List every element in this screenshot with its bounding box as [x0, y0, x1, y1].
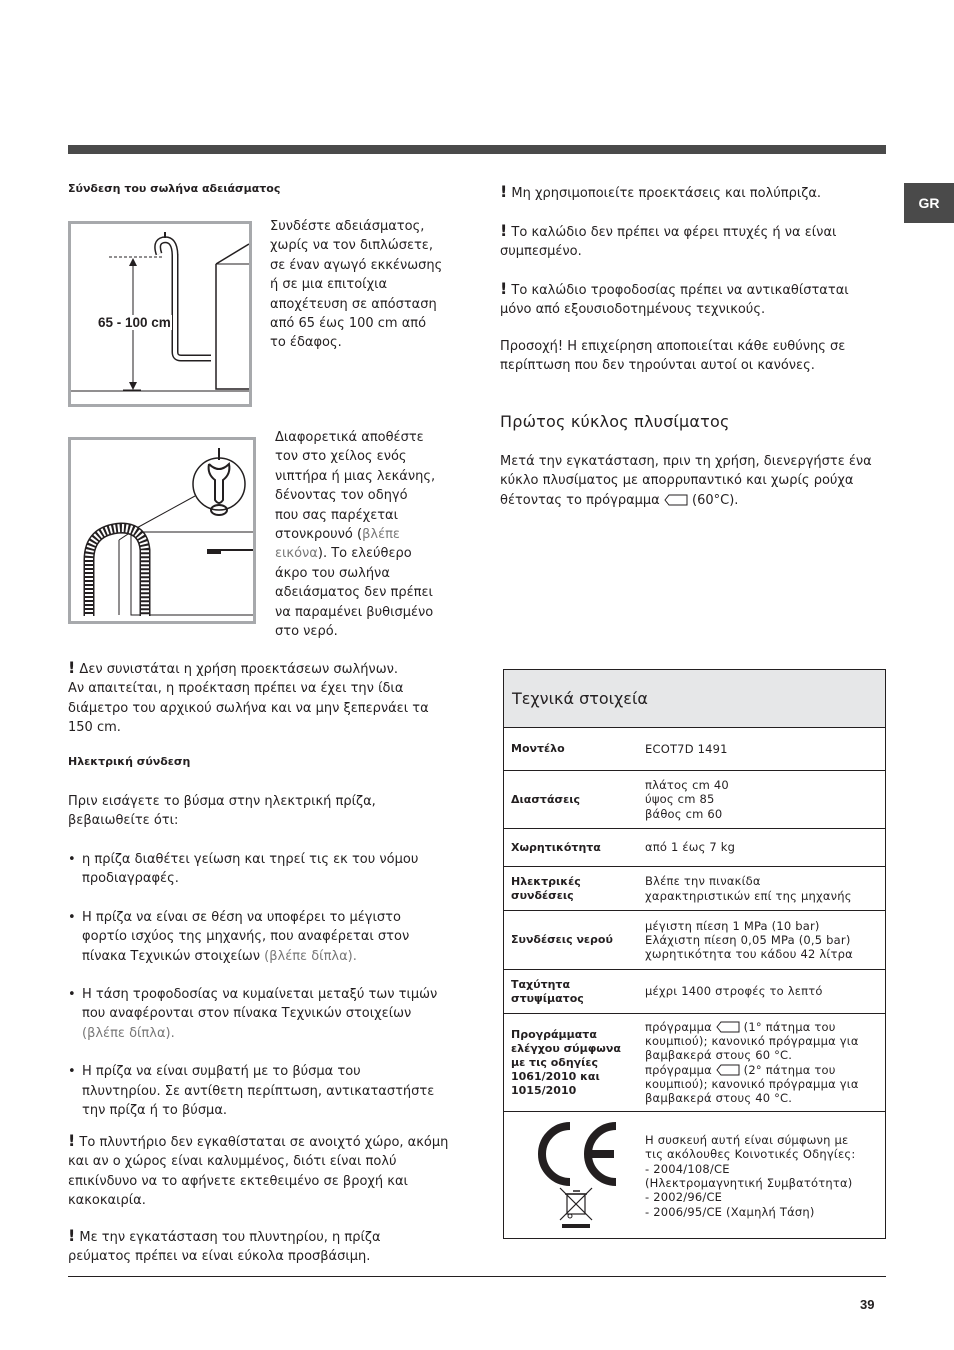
value-line: Η συσκευή αυτή είναι σύμφωνη με	[645, 1133, 849, 1148]
text-line: τον στο χείλος ενός	[275, 449, 407, 465]
row-value	[645, 1112, 885, 1240]
value-line: (Ηλεκτρομαγνητική Συμβατότητα)	[645, 1176, 853, 1190]
value-line: μέγιστη πίεση 1 MPa (10 bar)	[645, 918, 820, 933]
value-line: βαμβακερά στους 40 °C.	[645, 1091, 793, 1106]
label-line: ελέγχου σύμφωνα	[511, 1041, 621, 1055]
table-title-text: Τεχνικά στοιχεία	[512, 689, 648, 708]
text-line: ρεύματος πρέπει να είναι εύκολα προσβάσιμη.	[68, 1249, 371, 1265]
row-label	[504, 867, 645, 910]
text-fragment: Το καλώδιο τροφοδοσίας πρέπει να αντικαθίσταται	[507, 283, 849, 298]
text-line: περίπτωση που δεν τηρούνται αυτοί οι κανόνες.	[500, 358, 815, 374]
drain-heading: Σύνδεση του σωλήνα αδειάσματος	[68, 182, 281, 195]
row-label	[504, 970, 645, 1013]
see-reference: (βλέπε δίπλα).	[82, 1025, 175, 1041]
text-line: άκρο του σωλήνα	[275, 565, 390, 581]
weee-bin-icon	[560, 1188, 592, 1228]
table-row	[504, 867, 885, 911]
text-line: δένοντας τον οδηγό	[275, 488, 408, 504]
text-line: νιπτήρα ή μιας λεκάνης,	[275, 468, 436, 484]
value-line: πλάτος cm 40	[645, 778, 729, 793]
electric-checklist	[68, 850, 468, 1139]
table-row	[504, 911, 885, 970]
text-line: το έδαφος.	[270, 335, 342, 351]
text-line	[68, 658, 468, 679]
electric-heading: Ηλεκτρική σύνδεση	[68, 755, 191, 768]
text-line: • η πρίζα διαθέτει γείωση και τηρεί τις εκ του νόμου	[82, 852, 419, 867]
text-fragment: στονκρουνό (	[275, 527, 363, 543]
text-line: σε έναν αγωγό εκκένωσης	[270, 257, 443, 273]
text-fragment: Το καλώδιο δεν πρέπει να φέρει πτυχές ή να είναι	[507, 225, 837, 240]
warning-mark: !	[500, 182, 508, 201]
text-line: • Η πρίζα να είναι σε θέση να υποφέρει το μέγιστο	[82, 909, 401, 925]
row-value	[645, 771, 885, 828]
table-row	[504, 1112, 885, 1240]
text-line	[275, 544, 475, 563]
text-fragment: Μη χρησιμοποιείτε προεκτάσεις και πολύπριζα.	[507, 186, 822, 201]
drain-text-2	[275, 428, 475, 641]
text-line	[275, 525, 475, 544]
text-line: που αναφέρονται στον πίνακα Τεχνικών στοιχείων	[82, 1006, 412, 1022]
list-item	[68, 908, 468, 966]
see-reference: βλέπε	[362, 527, 400, 543]
text-fragment: Το πλυντήριο δεν εγκαθίσταται σε ανοιχτό χώρο, ακόμη	[75, 1135, 449, 1150]
text-fragment: Με την εγκατάσταση του πλυντηρίου, η πρίζα	[75, 1230, 381, 1245]
text-line: μόνο από εξουσιοδοτημένους τεχνικούς.	[500, 302, 766, 318]
row-value	[645, 911, 885, 969]
warning-mark: !	[68, 1226, 76, 1245]
value-line: τις ακόλουθες Κοινοτικές Οδηγίες:	[645, 1147, 856, 1162]
value-line: κουμπιού); κανονικό πρόγραμμα για	[645, 1076, 859, 1091]
warning-mark: !	[68, 658, 76, 677]
text-line: από 65 έως 100 cm από	[270, 316, 427, 332]
value-line: ύψος cm 85	[645, 792, 715, 807]
text-line	[500, 337, 890, 356]
top-rule	[68, 145, 886, 154]
label-line: Προγράμματα	[511, 1027, 597, 1041]
drain-height-figure	[68, 221, 252, 407]
cotton-program-icon	[716, 1021, 740, 1033]
certification-marks	[504, 1112, 645, 1240]
warning-mark: !	[500, 279, 508, 298]
label-line: 1061/2010 και	[511, 1069, 600, 1083]
label-line: Ηλεκτρικές	[511, 874, 581, 888]
text-line	[500, 221, 890, 242]
see-reference: (βλέπε δίπλα).	[264, 948, 357, 964]
warning-mark: !	[500, 221, 508, 240]
text-line: να παραμένει βυθισμένο	[275, 604, 434, 620]
text-line: φορτίο ισχύος της μηχανής, που αναφέρεται στον	[82, 929, 410, 945]
list-item	[68, 985, 468, 1043]
text-line: που σας παρέχεται	[275, 507, 399, 523]
row-value	[645, 829, 885, 866]
footer-rule	[68, 1276, 886, 1277]
value-line: Βλέπε την πινακίδα	[645, 874, 761, 889]
text-line: 150 cm.	[68, 720, 121, 736]
table-row	[504, 829, 885, 867]
model-value: ECOT7D 1491	[645, 741, 728, 756]
technical-data-table	[503, 669, 886, 1239]
text-line: κύκλο πλυσίματος με απορρυπαντικό και χωρίς ρούχα	[500, 473, 854, 489]
value-line: Ελάχιστη πίεση 0,05 MPa (0,5 bar)	[645, 932, 851, 947]
list-item	[68, 850, 468, 889]
text-line	[500, 279, 890, 300]
drain-sink-figure	[68, 437, 256, 624]
label-line: 1015/2010	[511, 1083, 577, 1097]
table-row	[504, 728, 885, 771]
text-fragment: Δεν συνιστάται η χρήση προεκτάσεων σωλήνων.	[75, 662, 398, 677]
label-line: με τις οδηγίες	[511, 1055, 599, 1069]
liability-notice	[500, 337, 890, 376]
text-line: χωρίς να τον διπλώσετε,	[270, 238, 433, 254]
cable-replace-warning	[500, 279, 890, 320]
row-value	[645, 1014, 885, 1111]
text-fragment: (2° πάτημα του	[739, 1062, 836, 1077]
text-fragment: (1° πάτημα του	[739, 1019, 836, 1034]
value-line: μέχρι 1400 στροφές το λεπτό	[645, 984, 823, 999]
text-line: Αν απαιτείται, η προέκταση πρέπει να έχει την ίδια	[68, 681, 404, 697]
row-label: Συνδέσεις νερού	[511, 933, 613, 946]
text-fragment: πρόγραμμα	[645, 1019, 712, 1034]
value-line: βάθος cm 60	[645, 806, 723, 821]
drain-text-1	[270, 217, 470, 353]
text-line: προδιαγραφές.	[82, 871, 179, 887]
extension-warning	[68, 658, 468, 738]
see-reference: εικόνα	[275, 546, 318, 562]
first-cycle-text	[500, 452, 890, 510]
value-line: χωρητικότητα του κάδου 42 λίτρα	[645, 947, 853, 962]
text-line: ή σε μια επιτοίχια	[270, 277, 388, 293]
value-line: χαρακτηριστικών επί της μηχανής	[645, 888, 852, 903]
height-range-label: 65 - 100 cm	[98, 315, 171, 330]
value-line: - 2006/95/CE (Χαμηλή Τάση)	[645, 1204, 815, 1219]
text-line: Μετά την εγκατάσταση, πριν τη χρήση, διενεργήστε ένα	[500, 454, 872, 469]
value-line: βαμβακερά στους 60 °C.	[645, 1048, 793, 1063]
value-line: - 2002/96/CE	[645, 1190, 723, 1205]
text-line: την πρίζα ή το βύσμα.	[82, 1103, 228, 1119]
label-line: συνδέσεις	[511, 888, 574, 902]
value-line: - 2004/108/CE	[645, 1161, 730, 1176]
text-fragment: ). Το ελεύθερο	[317, 546, 412, 562]
text-line: πλυντηρίου. Σε αντίθετη περίπτωση, αντικαταστήστε	[82, 1083, 435, 1099]
text-fragment: πρόγραμμα	[645, 1062, 712, 1077]
list-item	[68, 1062, 468, 1120]
table-row	[504, 771, 885, 829]
text-fragment: Η επιχείρηση αποποιείται κάθε ευθύνης σε	[563, 339, 846, 354]
text-line: βεβαιωθείτε ότι:	[68, 813, 179, 829]
text-line: Πριν εισάγετε το βύσμα στην ηλεκτρική πρίζα,	[68, 794, 376, 809]
row-label: Χωρητικότητα	[511, 840, 601, 854]
text-line: • Η πρίζα να είναι συμβατή με το βύσμα του	[82, 1064, 361, 1080]
table-title	[504, 670, 885, 728]
text-line	[500, 491, 890, 510]
first-cycle-title: Πρώτος κύκλος πλυσίματος	[500, 412, 730, 431]
text-line	[68, 1131, 468, 1152]
ce-mark-icon	[530, 1120, 620, 1232]
cotton-program-icon	[664, 494, 688, 506]
outdoor-warning	[68, 1131, 468, 1211]
warning-mark: !	[68, 1131, 76, 1150]
text-line: και αν ο χώρος είναι καλυμμένος, διότι είναι πολύ	[68, 1154, 397, 1170]
text-line: συμπεσμένο.	[500, 244, 582, 260]
row-label: Μοντέλο	[511, 742, 565, 755]
row-value	[645, 970, 885, 1013]
value-line: κουμπιού); κανονικό πρόγραμμα για	[645, 1033, 859, 1048]
table-row	[504, 1014, 885, 1112]
label-line: Ταχύτητα	[511, 977, 571, 991]
caution-label: Προσοχή!	[500, 339, 564, 354]
text-line: • Η τάση τροφοδοσίας να κυμαίνεται μεταξύ των τιμών	[82, 987, 438, 1003]
electric-intro	[68, 792, 468, 831]
page-number: 39	[860, 1297, 875, 1312]
value-line	[645, 1020, 885, 1034]
text-line: αποχέτευση σε απόσταση	[270, 296, 437, 312]
row-label	[504, 1014, 645, 1111]
label-line: στυψίματος	[511, 991, 584, 1005]
text-line: κακοκαιρία.	[68, 1193, 146, 1209]
text-fragment: (60°C).	[687, 492, 739, 508]
text-line: Συνδέστε αδειάσματος,	[270, 219, 425, 234]
text-line: στο νερό.	[275, 624, 338, 640]
text-line	[68, 1226, 468, 1247]
row-value	[645, 867, 885, 910]
drain-standpipe-illustration	[71, 224, 249, 404]
text-line	[82, 947, 468, 966]
table-row	[504, 970, 885, 1014]
text-line: επικίνδυνο να το αφήνετε εκτεθειμένο σε βροχή και	[68, 1173, 408, 1189]
text-line: διάμετρο του αρχικού σωλήνα και να μην ξεπερνάει τα	[68, 700, 429, 716]
cable-fold-warning	[500, 221, 890, 262]
drain-hose-sink-illustration	[71, 440, 253, 621]
extension-socket-warning	[500, 182, 890, 203]
text-line: Διαφορετικά αποθέστε	[275, 430, 424, 445]
text-fragment: θέτοντας το πρόγραμμα	[500, 492, 664, 508]
language-tab	[904, 183, 954, 223]
value-line	[645, 1063, 885, 1077]
text-line: αδειάσματος δεν πρέπει	[275, 585, 433, 601]
row-value	[645, 728, 885, 770]
access-warning	[68, 1226, 468, 1267]
cotton-program-icon	[716, 1064, 740, 1076]
row-label: Διαστάσεις	[511, 792, 580, 806]
text-fragment: πίνακα Τεχνικών στοιχείων	[82, 948, 265, 964]
language-code: GR	[918, 195, 940, 211]
value-line: από 1 έως 7 kg	[645, 840, 736, 855]
